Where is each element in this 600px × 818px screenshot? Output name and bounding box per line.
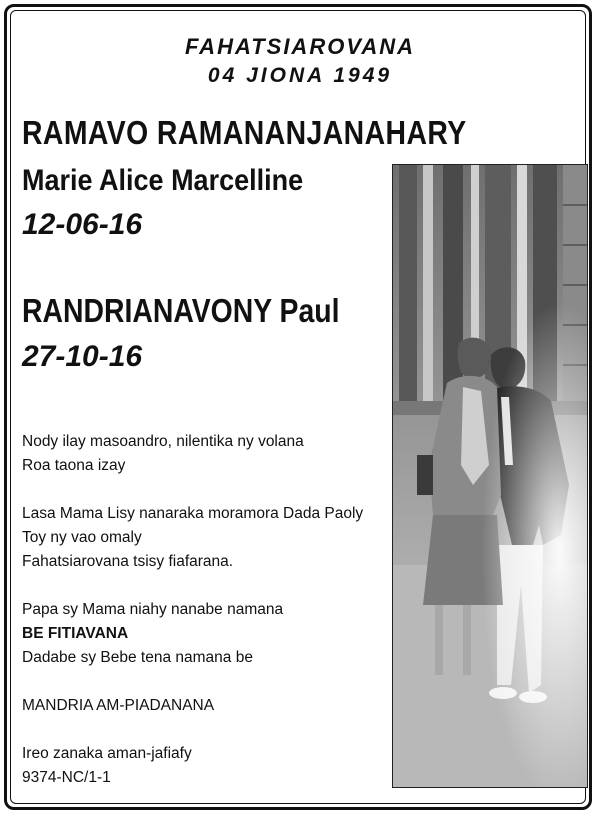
message-line: Ireo zanaka aman-jafiafy bbox=[22, 745, 192, 762]
message-line: Papa sy Mama niahy nanabe namana bbox=[22, 601, 284, 618]
couple-photo-icon bbox=[393, 165, 588, 788]
reference-code: 9374-NC/1-1 bbox=[22, 769, 111, 786]
first-person-date: 12-06-16 bbox=[22, 208, 143, 241]
message-line: MANDRIA AM-PIADANANA bbox=[22, 697, 215, 714]
notice-date: 04 JIONA 1949 bbox=[207, 64, 393, 87]
message-line: Roa taona izay bbox=[22, 457, 126, 474]
first-person-given-names: Marie Alice Marcelline bbox=[22, 164, 304, 197]
message-line: Nody ilay masoandro, nilentika ny volana bbox=[22, 433, 304, 450]
second-person-date: 27-10-16 bbox=[22, 340, 143, 373]
message-line: Fahatsiarovana tsisy fiafarana. bbox=[22, 553, 234, 570]
message-line-bold: BE FITIAVANA bbox=[22, 625, 129, 642]
couple-photo bbox=[392, 164, 588, 788]
message-line: Dadabe sy Bebe tena namana be bbox=[22, 649, 253, 666]
second-person-name: RANDRIANAVONY Paul bbox=[22, 292, 340, 329]
first-person-surname: RAMAVO RAMANANJANAHARY bbox=[22, 114, 467, 151]
notice-title: FAHATSIAROVANA bbox=[184, 34, 416, 59]
message-line: Lasa Mama Lisy nanaraka moramora Dada Paoly bbox=[22, 505, 364, 522]
memorial-message bbox=[22, 430, 392, 790]
message-line: Toy ny vao omaly bbox=[22, 529, 142, 546]
